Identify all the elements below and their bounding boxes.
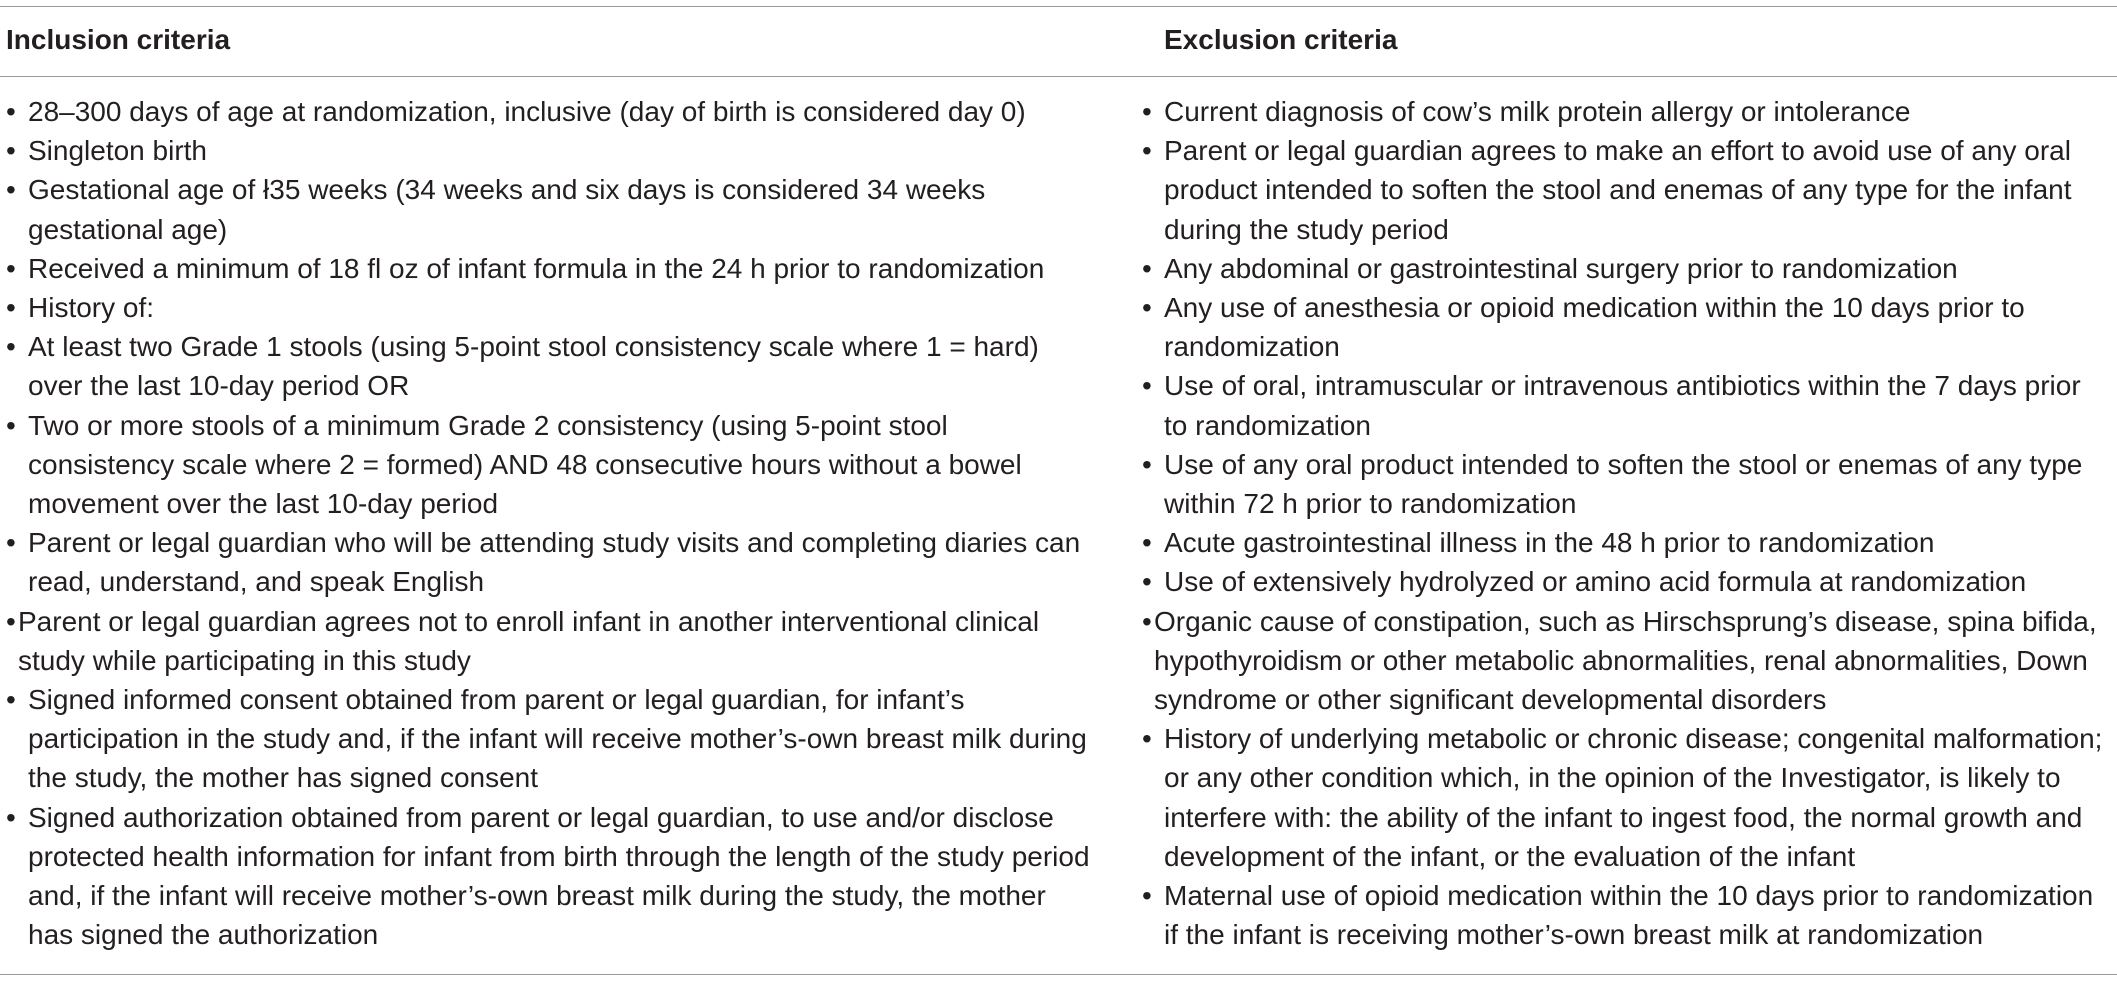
criterion-text: Parent or legal guardian agrees not to enroll infant in another interventional clinical study while participating in this study (18, 605, 1040, 676)
bullet-icon: • (1142, 880, 1152, 912)
bullet-icon: • (6, 252, 16, 284)
bullet-icon: • (1142, 566, 1152, 598)
table-top-rule (0, 6, 2117, 7)
inclusion-criterion (6, 327, 1118, 405)
exclusion-criterion (1142, 445, 2112, 523)
bullet-icon: • (1142, 96, 1152, 127)
exclusion-criterion (1142, 249, 2112, 288)
criterion-text: 28–300 days of age at randomization, inclusive (day of birth is considered day 0) (28, 96, 1026, 127)
criterion-text: Use of oral, intramuscular or intravenous antibiotics within the 7 days prior to randomization (1164, 370, 2081, 441)
criterion-text: Received a minimum of 18 fl oz of infant formula in the 24 h prior to randomization (28, 252, 1045, 284)
bullet-icon: • (1142, 527, 1152, 559)
criterion-text: History of: (28, 292, 155, 324)
inclusion-criterion (6, 602, 1118, 680)
bullet-icon: • (6, 684, 16, 716)
bullet-icon: • (6, 605, 16, 637)
bullet-icon: • (1142, 252, 1152, 284)
exclusion-criterion (1142, 288, 2112, 366)
bullet-icon: • (6, 801, 16, 833)
criterion-text: At least two Grade 1 stools (using 5-point stool consistency scale where 1 = hard) over the last 10-day period OR (28, 331, 1039, 402)
exclusion-header: Exclusion criteria (1164, 24, 1398, 55)
inclusion-criterion (6, 523, 1118, 601)
criterion-text: History of underlying metabolic or chronic disease; congenital malformation; or any other condition which, in the opinion of the Investigator, is likely to interfere with: the ability of the infant to ingest food, the normal growth and development of the infant, or the evaluation of the infant (1164, 723, 2103, 872)
exclusion-criterion (1142, 523, 2112, 562)
exclusion-criterion (1142, 602, 2112, 720)
criterion-text: Signed authorization obtained from parent or legal guardian, to use and/or disclose protected health information for infant from birth through the length of the study period and, if the infant will receive mother’s-own breast milk during the study, the mother has signed the authorization (28, 801, 1090, 951)
header-rule (0, 76, 2117, 77)
bullet-icon: • (6, 292, 16, 324)
criterion-text: Maternal use of opioid medication within the 10 days prior to randomization if the infant is receiving mother’s-own breast milk at randomization (1164, 880, 2094, 951)
criterion-text: Current diagnosis of cow’s milk protein allergy or intolerance (1164, 96, 1911, 127)
exclusion-criterion (1142, 562, 2112, 601)
inclusion-criterion (6, 249, 1118, 288)
inclusion-header: Inclusion criteria (6, 24, 231, 55)
bullet-icon: • (6, 527, 16, 559)
exclusion-list (1142, 92, 2112, 954)
inclusion-criterion (6, 406, 1118, 524)
bullet-icon: • (1142, 292, 1152, 324)
inclusion-criterion (6, 170, 1118, 248)
bullet-icon: • (1142, 135, 1152, 167)
exclusion-criterion (1142, 876, 2112, 954)
inclusion-criterion (6, 92, 1118, 131)
bullet-icon: • (6, 409, 16, 441)
bullet-icon: • (1142, 723, 1152, 755)
criterion-text: Any use of anesthesia or opioid medication within the 10 days prior to randomization (1164, 292, 2025, 363)
bullet-icon: • (6, 331, 16, 363)
bullet-icon: • (1142, 605, 1152, 637)
criterion-text: Any abdominal or gastrointestinal surgery prior to randomization (1164, 252, 1958, 284)
inclusion-criterion (6, 680, 1118, 798)
criterion-text: Parent or legal guardian who will be attending study visits and completing diaries can read, understand, and speak English (28, 527, 1081, 598)
criterion-text: Singleton birth (28, 135, 208, 167)
criterion-text: Parent or legal guardian agrees to make an effort to avoid use of any oral product intended to soften the stool and enemas of any type for the infant during the study period (1164, 135, 2072, 245)
criterion-text: Signed informed consent obtained from parent or legal guardian, for infant’s participation in the study and, if the infant will receive mother’s-own breast milk during the study, the mother has signed consent (28, 684, 1087, 794)
bullet-icon: • (6, 174, 16, 206)
criterion-text: Use of any oral product intended to soften the stool or enemas of any type within 72 h prior to randomization (1164, 448, 2083, 520)
inclusion-criterion (6, 288, 1118, 327)
bullet-icon: • (1142, 448, 1152, 480)
exclusion-criterion (1142, 366, 2112, 444)
criterion-text: Use of extensively hydrolyzed or amino acid formula at randomization (1164, 566, 2027, 598)
criterion-text: Gestational age of ł35 weeks (34 weeks and six days is considered 34 weeks gestational age) (28, 174, 986, 245)
exclusion-criterion (1142, 92, 2112, 131)
criterion-text: Organic cause of constipation, such as Hirschsprung’s disease, spina bifida, hypothyroidism or other metabolic abnormalities, renal abnormalities, Down syndrome or other significant developmental disorders (1154, 605, 2097, 716)
table-bottom-rule (0, 974, 2117, 975)
inclusion-list (6, 92, 1118, 954)
criterion-text: Two or more stools of a minimum Grade 2 consistency (using 5-point stool consistency scale where 2 = formed) AND 48 consecutive hours without a bowel movement over the last 10-day period (28, 409, 1022, 520)
criterion-text: Acute gastrointestinal illness in the 48 h prior to randomization (1164, 527, 1935, 559)
exclusion-criterion (1142, 719, 2112, 876)
inclusion-criterion (6, 798, 1118, 955)
bullet-icon: • (1142, 370, 1152, 402)
exclusion-criterion (1142, 131, 2112, 249)
bullet-icon: • (6, 96, 16, 127)
inclusion-criterion (6, 131, 1118, 170)
bullet-icon: • (6, 135, 16, 167)
